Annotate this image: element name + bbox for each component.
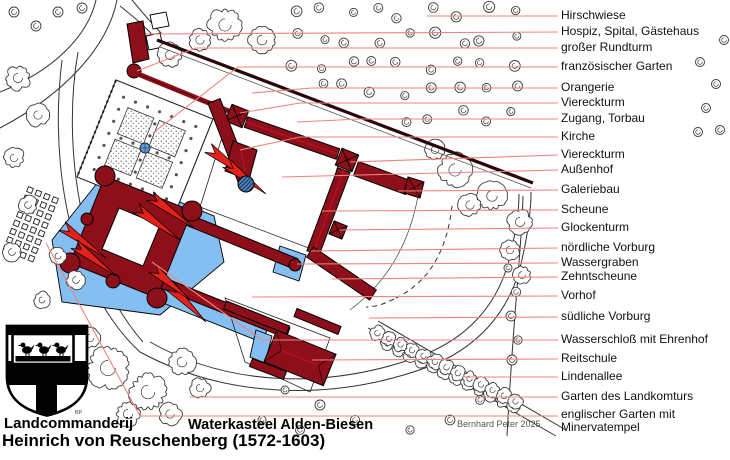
map-label-20: Reitschule (561, 351, 618, 365)
paths-dashed (366, 206, 452, 307)
map-label-6: Viereckturm (561, 95, 625, 109)
aussenhof-fountain (238, 176, 254, 192)
map-label-23: englischer Garten mit Minervatempel (561, 407, 676, 434)
map-label-18: südliche Vorburg (561, 309, 651, 323)
coat-of-arms (7, 326, 87, 418)
map-label-21: Lindenallee (561, 369, 623, 383)
map-label-19: Wasserschloß mit Ehrenhof (561, 332, 708, 346)
map-label-22: Garten des Landkomturs (561, 389, 694, 403)
map-title: Waterkasteel Alden-Biesen (188, 417, 374, 433)
map-label-7: Zugang, Torbau (561, 111, 645, 125)
map-label-8: Kirche (561, 129, 596, 143)
artist-initials: BP (75, 410, 83, 416)
torbau-wing (354, 162, 411, 195)
map-label-11: Galeriebau (561, 182, 620, 196)
scheune-range (307, 247, 377, 300)
map-label-15: Wassergraben (561, 255, 639, 269)
commander-title: Heinrich von Reuschenberg (1572-1603) (2, 431, 326, 450)
map-label-12: Scheune (561, 202, 609, 216)
map-label-5: Orangerie (561, 80, 615, 94)
map-label-3: großer Rundturm (561, 40, 653, 54)
map-label-17: Vorhof (561, 288, 596, 302)
map-label-13: Glockenturm (561, 220, 630, 234)
map-label-14: nördliche Vorburg (561, 240, 656, 254)
map-label-4: französischer Garten (561, 59, 673, 73)
map-label-2: Hospiz, Spital, Gästehaus (561, 24, 700, 38)
map-label-1: Hirschwiese (561, 8, 626, 22)
hospiz-building (127, 21, 149, 63)
map-label-10: Außenhof (561, 162, 614, 176)
credit-text: Bernhard Peter 2025 (457, 419, 541, 429)
map-label-9: Viereckturm (561, 147, 625, 161)
estate-label: Landcommanderij (4, 415, 134, 432)
reitschule-building (264, 330, 336, 385)
map-label-16: Zehntscheune (561, 269, 638, 283)
